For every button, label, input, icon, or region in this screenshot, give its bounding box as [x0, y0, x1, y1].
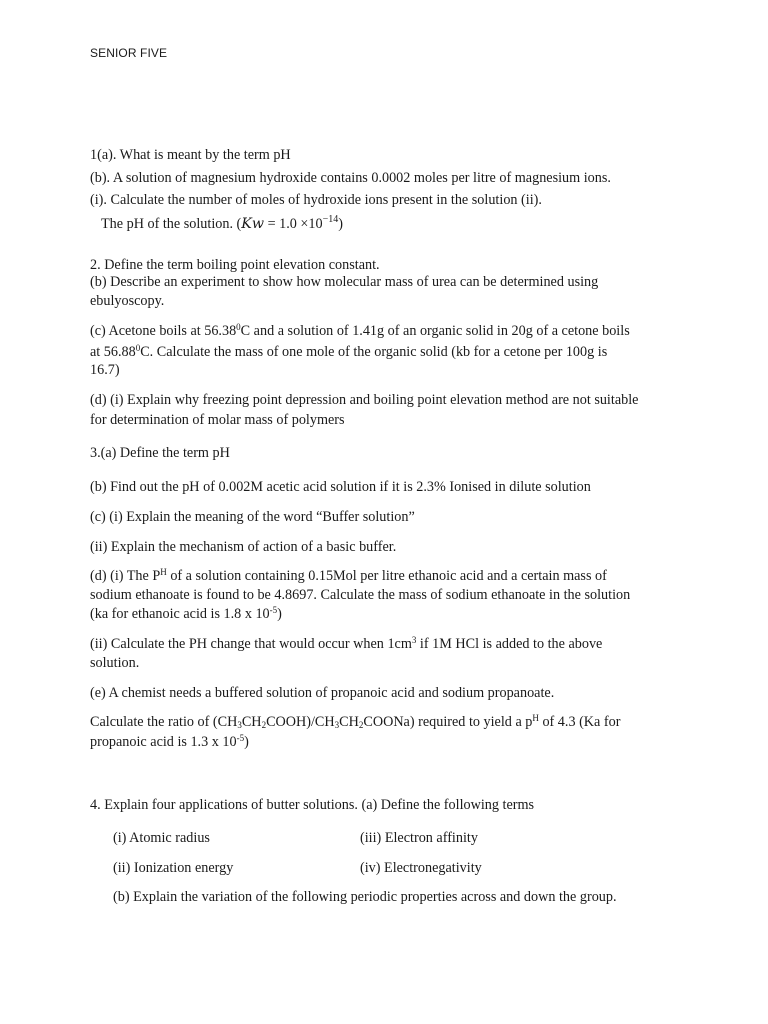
text-span: of a solution containing 0.15Mol per litre ethanoic acid and a certain mass of	[166, 568, 607, 584]
term-electronegativity: (iv) Electronegativity	[360, 860, 482, 876]
text-span: C. Calculate the mass of one mole of the organic solid (kb for a cetone per 100g is	[140, 344, 608, 360]
subscript: 3	[237, 720, 242, 730]
superscript: 0	[236, 322, 241, 332]
question-1b: (b). A solution of magnesium hydroxide contains 0.0002 moles per litre of magnesium ions.	[90, 170, 611, 186]
question-3d-cont	[90, 605, 282, 624]
text-span: C and a solution of 1.41g of an organic solid in 20g of a cetone boils	[240, 323, 630, 339]
question-3a: 3.(a) Define the term pH	[90, 445, 230, 461]
question-3c-i: (c) (i) Explain the meaning of the word “Buffer solution”	[90, 509, 415, 525]
question-3e: (e) A chemist needs a buffered solution of propanoic acid and sodium propanoate.	[90, 685, 555, 701]
text-span: )	[338, 216, 343, 232]
text-span: COOH)/CH	[266, 714, 335, 730]
question-1a: 1(a). What is meant by the term pH	[90, 147, 291, 163]
question-3e-cont	[90, 733, 249, 752]
question-2a: 2. Define the term boiling point elevation constant.	[90, 257, 380, 273]
kw-symbol: Kw	[241, 216, 265, 232]
text-span: CH	[241, 714, 262, 730]
text-span: (ii) Calculate the PH change that would occur when 1cm	[90, 636, 412, 652]
question-3e-calc	[90, 713, 620, 732]
text-span: Calculate the ratio of (CH	[90, 714, 238, 730]
text-span: CH	[339, 714, 359, 730]
question-3d-cont: sodium ethanoate is found to be 4.8697. Calculate the mass of sodium ethanoate in the solution	[90, 587, 631, 603]
text-span: propanoic acid is 1.3 x 10	[90, 734, 237, 750]
question-1b-i: (i). Calculate the number of moles of hydroxide ions present in the solution (ii).	[90, 192, 542, 208]
page-header: SENIOR FIVE	[90, 46, 168, 60]
superscript: H	[532, 713, 539, 723]
question-3b: (b) Find out the pH of 0.002M acetic acid solution if it is 2.3% Ionised in dilute solution	[90, 479, 591, 495]
subscript: 2	[261, 720, 267, 730]
question-2d-cont: for determination of molar mass of polymers	[90, 412, 345, 428]
superscript: 0	[135, 343, 141, 353]
question-2c-cont	[90, 343, 607, 362]
question-2c	[90, 322, 630, 341]
question-4: 4. Explain four applications of butter solutions. (a) Define the following terms	[90, 797, 535, 813]
question-3d-i	[90, 567, 607, 586]
text-span: (d) (i) The P	[90, 568, 161, 584]
question-2d: (d) (i) Explain why freezing point depression and boiling point elevation method are not suitable	[90, 392, 639, 408]
text-span: )	[244, 734, 249, 750]
text-span: )	[277, 606, 282, 622]
text-span: of 4.3 (Ka for	[538, 714, 621, 730]
question-2b: (b) Describe an experiment to show how molecular mass of urea can be determined using	[90, 274, 599, 290]
question-3d-ii-cont: solution.	[90, 655, 140, 671]
term-ionization-energy: (ii) Ionization energy	[113, 860, 234, 876]
text-span: (ka for ethanoic acid is 1.8 x 10	[90, 606, 270, 622]
superscript: −14	[322, 214, 339, 225]
superscript: H	[160, 567, 167, 577]
text-span: COONa) required to yield a p	[363, 714, 533, 730]
question-2c-cont: 16.7)	[90, 362, 120, 378]
term-atomic-radius: (i) Atomic radius	[113, 830, 210, 846]
question-1b-ii	[101, 215, 343, 234]
superscript: -5	[236, 733, 245, 743]
question-3d-ii	[90, 635, 602, 654]
text-span: The pH of the solution. (	[101, 216, 242, 232]
question-2b-cont: ebulyoscopy.	[90, 293, 165, 309]
question-4b: (b) Explain the variation of the following periodic properties across and down the group.	[113, 889, 617, 905]
text-span: if 1M HCl is added to the above	[416, 636, 603, 652]
text-span: (c) Acetone boils at 56.38	[90, 323, 237, 339]
term-electron-affinity: (iii) Electron affinity	[360, 830, 478, 846]
subscript: 3	[334, 720, 340, 730]
text-span: = 1.0 ×10	[264, 216, 323, 232]
subscript: 2	[358, 720, 364, 730]
superscript: 3	[411, 635, 417, 645]
question-3c-ii: (ii) Explain the mechanism of action of a basic buffer.	[90, 539, 397, 555]
superscript: -5	[269, 605, 278, 615]
text-span: at 56.88	[90, 344, 136, 360]
